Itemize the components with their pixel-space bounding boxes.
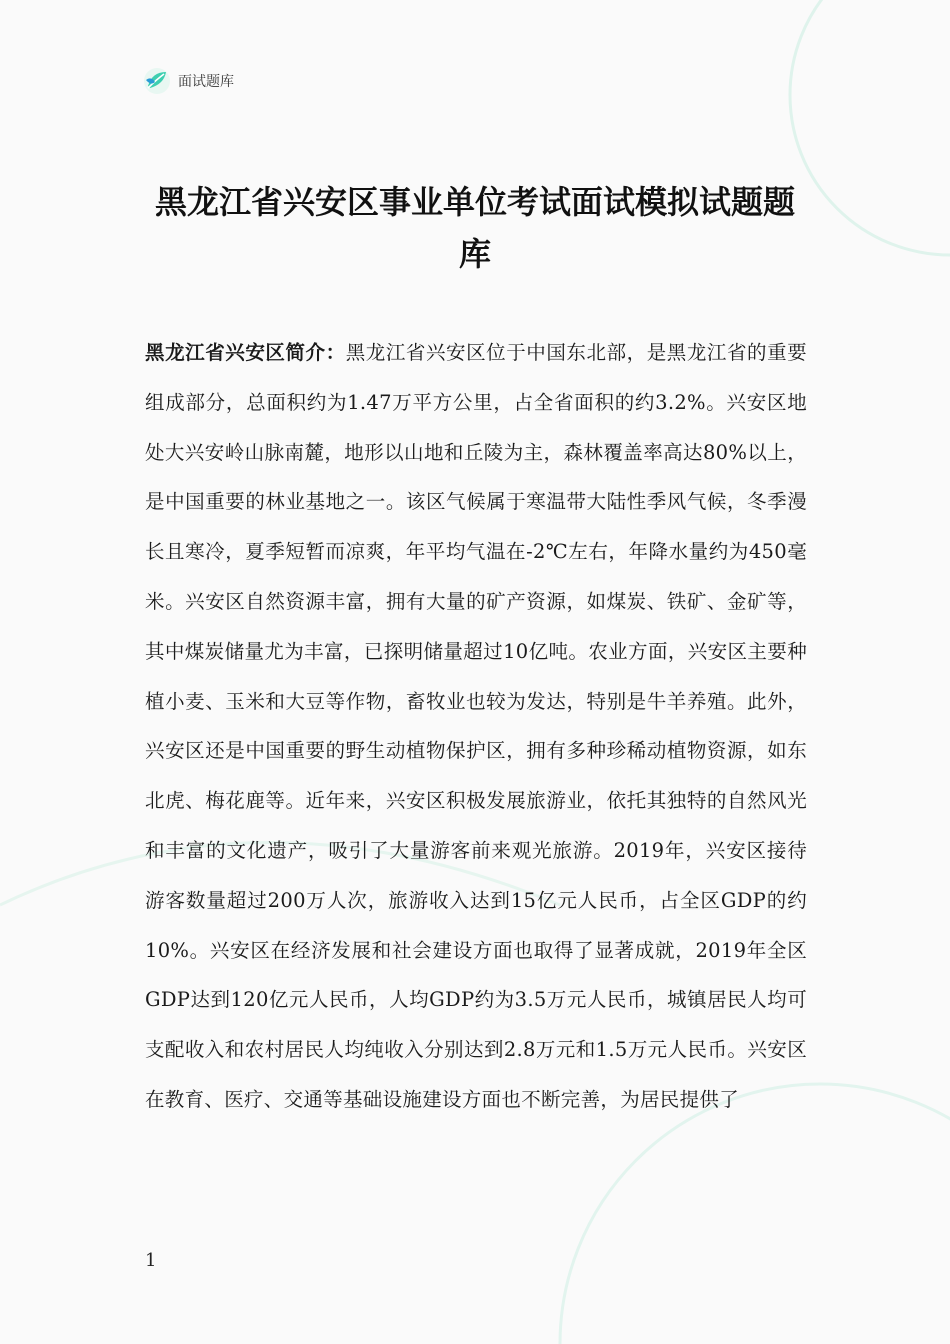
leaf-logo-icon [142,66,172,96]
document-body [145,328,807,1125]
page-number: 1 [145,1250,157,1271]
document-title: 黑龙江省兴安区事业单位考试面试模拟试题题库 [154,183,795,273]
intro-label: 黑龙江省兴安区简介： [145,341,346,364]
intro-text: 黑龙江省兴安区位于中国东北部，是黑龙江省的重要组成部分，总面积约为1.47万平方公里，占全省面积的约3.2%。兴安区地处大兴安岭山脉南麓，地形以山地和丘陵为主，森林覆盖率高达80%以上，是中国重要的林业基地之一。该区气候属于寒温带大陆性季风气候，冬季漫长且寒冷，夏季短暂而凉爽，年平均气温在-2℃左右，年降水量约为450毫米。兴安区自然资源丰富，拥有大量的矿产资源，如煤炭、铁矿、金矿等，其中煤炭储量尤为丰富，已探明储量超过10亿吨。农业方面，兴安区主要种植小麦、玉米和大豆等作物，畜牧业也较为发达，特别是牛羊养殖。此外，兴安区还是中国重要的野生动植物保护区，拥有多种珍稀动植物资源，如东北虎、梅花鹿等。近年来，兴安区积极发展旅游业，依托其独特的自然风光和丰富的文化遗产，吸引了大量游客前来观光旅游。2019年，兴安区接待游客数量超过200万人次，旅游收入达到15亿元人民币，占全区GDP的约10%。兴安区在经济发展和社会建设方面也取得了显著成就，2019年全区GDP达到120亿元人民币，人均GDP约为3.5万元人民币，城镇居民人均可支配收入和农村居民人均纯收入分别达到2.8万元和1.5万元人民币。兴安区在教育、医疗、交通等基础设施建设方面也不断完善，为居民提供了 [145,341,807,1111]
brand-name: 面试题库 [178,74,234,90]
header [142,66,234,96]
